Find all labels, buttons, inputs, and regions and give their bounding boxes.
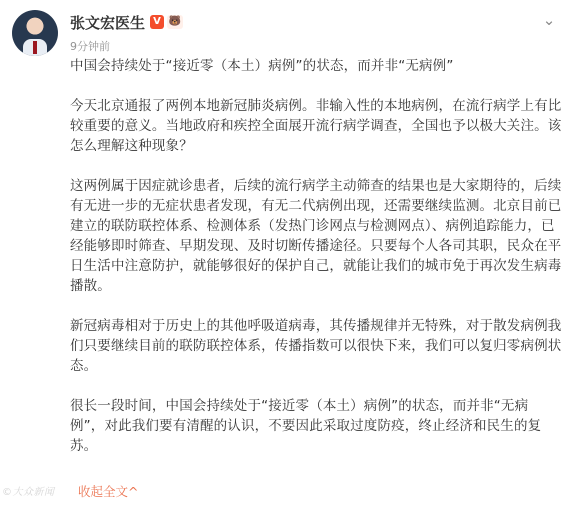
verified-icon: V — [150, 15, 164, 29]
post-headline: 中国会持续处于“接近零（本土）病例”的状态，而并非“无病例” — [70, 58, 454, 74]
chevron-down-icon[interactable]: ⌄ — [542, 11, 556, 29]
chevron-up-icon: ^ — [128, 484, 139, 499]
post-header — [12, 8, 568, 58]
post-time[interactable]: 9分钟前 — [70, 40, 110, 53]
collapse-full-text-link[interactable] — [78, 482, 139, 500]
post-paragraph: 很长一段时间，中国会持续处于“接近零（本土）病例”的状态，而并非“无病例”，对此我们要有清醒的认识，不要因此采取过度防疫，终止经济和民生的复苏。 — [70, 398, 542, 454]
author-name-row — [70, 12, 183, 32]
post-paragraph: 新冠病毒相对于历史上的其他呼吸道病毒，其传播规律并无特殊，对于散发病例我们只要继续目前的联防联控体系，传播指数可以很快下来，我们可以复归零病例状态。 — [70, 318, 562, 374]
watermark: ©大众新闻 — [2, 487, 55, 498]
fan-badge-icon: 🐻 — [168, 16, 182, 27]
avatar[interactable] — [12, 10, 58, 56]
post-paragraph: 这两例属于因症就诊患者，后续的流行病学主动筛查的结果也是大家期待的，后续有无进一步的无症状患者发现，有无二代病例出现，还需要继续监测。北京目前已建立的联防联控体系、检测体系（发热门诊网点与检测网点）、病例追踪能力，已经能够即时筛查、早期发现、及时切断传播途径。只要每个人各司其职，民众在平日生活中注意防护，就能够很好的保护自己，就能让我们的城市免于再次发生病毒播散。 — [70, 178, 562, 294]
post-paragraph: 今天北京通报了两例本地新冠肺炎病例。非输入性的本地病例，在流行病学上有比较重要的意义。当地政府和疾控全面展开流行病学调查，全国也予以极大关注。该怎么理解这种现象？ — [70, 98, 562, 154]
post-content — [70, 56, 562, 456]
collapse-label: 收起全文 — [78, 484, 129, 499]
author-name[interactable]: 张文宏医生 — [70, 13, 146, 32]
avatar-tie — [33, 41, 37, 54]
